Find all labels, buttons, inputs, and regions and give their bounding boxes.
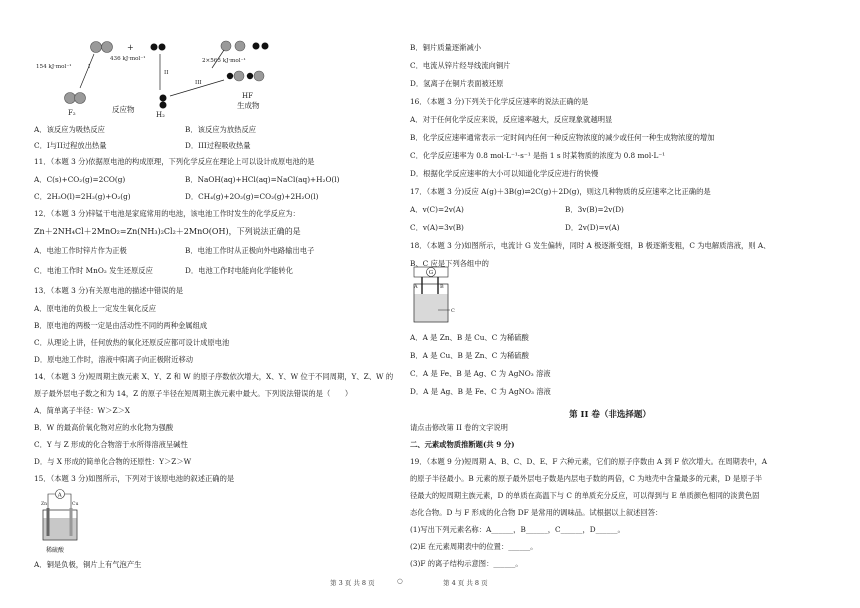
h2-label: H₂ [156, 111, 165, 119]
q11-option-a: A．C(s)+CO₂(g)=2CO(g) [34, 175, 126, 184]
q19-stem-line2: 的原子半径最小。B 元素的原子最外层电子数是内层电子数的两倍，C 为地壳中含量最多的元素，D 是原子半 [410, 474, 763, 483]
electrode-a-label: A [414, 284, 418, 290]
q11-option-b: B．NaOH(aq)+HCl(aq)=NaCl(aq)+H₂O(l) [185, 175, 340, 184]
q17-stem: 17．（本题 3 分)反应 A(g)＋3B(g)⇌2C(g)＋2D(g)，则这几种物质的反应速率之比正确的是 [410, 187, 711, 196]
q18-option-b: B．A 是 Cu、B 是 Zn、C 为稀硫酸 [410, 351, 529, 360]
f-atom [221, 41, 231, 51]
product-label: 生成物 [237, 101, 260, 110]
q15-option-c: C．电流从锌片经导线流向铜片 [410, 61, 511, 70]
q11-option-c: C．2H₂O(l)=2H₂(g)+O₂(g) [34, 192, 131, 201]
energy-label-2: 436 kJ·mol⁻¹ [110, 56, 146, 62]
electrolysis-figure [412, 266, 458, 330]
electrode-b-label: B [440, 284, 444, 290]
q19-stem-line1: 19．（本题 9 分)短周期 A、B、C、D、E、F 六种元素，它们的原子序数由 A 到 F 依次增大。在周期表中，A [410, 457, 768, 466]
f-atom [75, 93, 86, 104]
h-atom [247, 73, 253, 79]
energy-label-3: 2×565 kJ·mol⁻¹ [202, 58, 246, 64]
reactants-label: 反应物 [112, 105, 135, 114]
q10-option-b: B．该反应为放热反应 [185, 125, 257, 134]
q16-option-d: D．根据化学反应速率的大小可以知道化学反应进行的快慢 [410, 169, 599, 178]
q13-option-a: A．原电池的负极上一定发生氧化反应 [34, 304, 157, 313]
q17-option-d: D．2v(D)=v(A) [565, 223, 620, 232]
galvanic-cell-caption: 稀硫酸 [46, 547, 65, 554]
h-atom [227, 73, 233, 79]
q19-part2: (2)E 在元素周期表中的位置：______。 [410, 542, 538, 551]
q16-option-b: B．化学反应速率通常表示一定时间内任何一种反应物浓度的减少或任何一种生成物浓度的增加 [410, 133, 715, 142]
h-atom [262, 43, 269, 50]
center-binding-mark: ○ [397, 577, 403, 585]
q17-option-a: A．v(C)=2v(A) [410, 205, 464, 214]
q19-stem-line4: 态化合物。D 与 F 形成的化合物 DF 是常用的调味品。试根据以上叙述回答： [410, 508, 663, 517]
left-page-number: 第 3 页 共 8 页 [330, 579, 375, 587]
f-atom [235, 41, 245, 51]
q18-option-d: D．A 是 Ag、B 是 Fe、C 为 AgNO₃ 溶液 [410, 387, 551, 396]
q18-option-c: C．A 是 Fe、B 是 Ag、C 为 AgNO₃ 溶液 [410, 369, 551, 378]
q10-option-a: A．该反应为吸热反应 [34, 125, 105, 134]
h-atom [151, 44, 158, 51]
zn-electrode-label: Zn [41, 502, 48, 507]
q11-option-d: D．CH₄(g)+2O₂(g)=CO₂(g)+2H₂O(l) [185, 192, 319, 201]
q14-option-c: C．Y 与 Z 形成的化合物溶于水所得溶液呈碱性 [34, 440, 188, 449]
galvanic-cell-figure [40, 488, 80, 550]
part2-title: 第 II 卷（非选择题） [569, 410, 651, 420]
q14-option-b: B．W 的最高价氧化物对应的水化物为强酸 [34, 423, 174, 432]
q12-equation: Zn＋2NH₄Cl＋2MnO₂=Zn(NH₃)₂Cl₂＋2MnO(OH)，下列说法正确的是 [34, 227, 301, 236]
plus-sign: + [127, 43, 134, 52]
part2-note: 请点击修改第 II 卷的文字说明 [410, 423, 508, 432]
q13-option-d: D．原电池工作时，溶液中阳离子向正极附近移动 [34, 355, 194, 364]
q17-option-c: C．v(A)=3v(B) [410, 223, 464, 232]
q14-option-a: A．简单离子半径：W＞Z＞X [34, 406, 131, 415]
q16-stem: 16．（本题 3 分)下列关于化学反应速率的说法正确的是 [410, 97, 589, 106]
q15-stem: 15．（本题 3 分)如图所示，下列对于该原电池的叙述正确的是 [34, 474, 235, 483]
q12-option-c: C．电池工作时 MnO₂ 发生还原反应 [34, 266, 153, 275]
ammeter-label: A [57, 492, 62, 499]
f-atom [91, 42, 102, 53]
q17-option-b: B．3v(B)=2v(D) [565, 205, 624, 214]
electrolyte-label: C [451, 308, 455, 314]
q13-option-c: C．从理论上讲，任何放热的氧化还原反应都可设计成原电池 [34, 338, 230, 347]
q14-option-d: D．与 X 形成的简单化合物的还原性：Y＞Z＞W [34, 457, 192, 466]
f-atom [102, 42, 113, 53]
f-atom [65, 93, 76, 104]
f-atom [254, 71, 264, 81]
q12-option-d: D．电池工作时电能向化学能转化 [185, 266, 294, 275]
q19-part3: (3)F 的离子结构示意图：______。 [410, 559, 523, 568]
h-atom [159, 44, 166, 51]
q18-option-a: A．A 是 Zn、B 是 Cu、C 为稀硫酸 [410, 333, 529, 342]
h-atom [160, 102, 167, 109]
label-II: II [164, 70, 169, 76]
f-atom [234, 71, 244, 81]
q13-option-b: B．原电池的两极一定是由活动性不同的两种金属组成 [34, 321, 208, 330]
h-atom [253, 43, 260, 50]
q15-option-a: A．铜是负极，铜片上有气泡产生 [34, 560, 142, 569]
q18-stem-line1: 18．（本题 3 分)如图所示，电流计 G 发生偏转，同时 A 极逐渐变细，B 极逐渐变粗，C 为电解质溶液，则 A、 [410, 241, 771, 250]
q11-stem: 11．（本题 3 分)依据原电池的构成原理，下列化学反应在理论上可以设计成原电池的是 [34, 157, 315, 166]
q19-part1: (1)写出下列元素名称：A______，B______，C______，D______。 [410, 525, 625, 534]
label-I: I [88, 64, 91, 70]
label-III: III [195, 80, 202, 86]
q12-option-b: B．电池工作时从正极向外电路输出电子 [185, 246, 315, 255]
q15-option-b: B．铜片质量逐渐减小 [410, 43, 482, 52]
q12-option-a: A．电池工作时锌片作为正极 [34, 246, 127, 255]
q14-stem-line2: 原子最外层电子数之和为 14，Z 的原子半径在短周期主族元素中最大。下列说法错误的是（ ） [34, 389, 353, 398]
cu-electrode-label: Cu [72, 502, 79, 507]
q15-option-d: D．氢离子在铜片表面被还原 [410, 79, 504, 88]
q16-option-a: A．对于任何化学反应来说，反应速率越大，反应现象就越明显 [410, 115, 613, 124]
q13-stem: 13．（本题 3 分)有关原电池的描述中错误的是 [34, 286, 184, 295]
q18-stem-line2: B、C 应是下列各组中的 [410, 259, 489, 268]
h-atom [160, 95, 167, 102]
f2-label: F₂ [68, 109, 76, 117]
q10-option-d: D．III过程吸收热量 [185, 141, 251, 150]
reaction-energy-figure [30, 38, 290, 120]
hf-label: HF [242, 92, 253, 100]
energy-label-1: 154 kJ·mol⁻¹ [36, 64, 72, 70]
q12-stem: 12．（本题 3 分)锌锰干电池是家庭常用的电池，该电池工作时发生的化学反应为： [34, 209, 300, 218]
q14-stem-line1: 14．（本题 3 分)短周期主族元素 X、Y、Z 和 W 的原子序数依次增大，X、Y、W 位于不同周期，Y、Z、W 的 [34, 372, 394, 381]
right-page-number: 第 4 页 共 8 页 [443, 579, 488, 587]
q10-option-c: C．I与II过程放出热量 [34, 141, 107, 150]
q16-option-c: C．化学反应速率为 0.8 mol·L⁻¹·s⁻¹ 是指 1 s 时某物质的浓度为 0.8 mol·L⁻¹ [410, 151, 666, 160]
galvanometer-label: G [428, 270, 434, 277]
q19-stem-line3: 径最大的短周期主族元素，D 的单质在高温下与 C 的单质充分反应，可以得到与 E 单质颜色相同的淡黄色固 [410, 491, 760, 500]
section2-title: 二、元素或物质推断题(共 9 分) [410, 440, 515, 449]
